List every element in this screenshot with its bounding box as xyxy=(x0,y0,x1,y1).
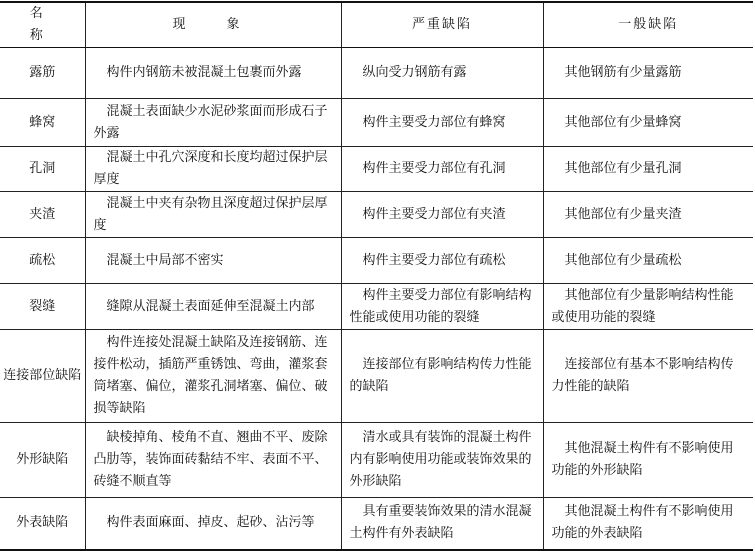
header-general: 一般缺陷 xyxy=(543,2,753,48)
row-phenomenon: 构件表面麻面、掉皮、起砂、沾污等 xyxy=(85,498,341,550)
table-row xyxy=(0,192,753,238)
table-row xyxy=(0,147,753,192)
row-general: 连接部位有基本不影响结构传力性能的缺陷 xyxy=(543,330,753,423)
row-serious: 构件主要受力部位有影响结构性能或使用功能的裂缝 xyxy=(341,284,543,330)
table-row xyxy=(0,423,753,498)
header-name: 名 称 xyxy=(0,2,85,48)
table-row xyxy=(0,330,753,423)
header-serious: 严重缺陷 xyxy=(341,2,543,48)
row-serious: 具有重要装饰效果的清水混凝土构件有外表缺陷 xyxy=(341,498,543,550)
defect-table xyxy=(0,1,753,551)
table-row xyxy=(0,238,753,284)
row-name: 露筋 xyxy=(0,48,85,99)
row-phenomenon: 缺棱掉角、棱角不直、翘曲不平、废除凸肋等，装饰面砖黏结不牢、表面不平、砖缝不顺直等 xyxy=(85,423,341,498)
row-name: 夹渣 xyxy=(0,192,85,238)
row-phenomenon: 混凝土表面缺少水泥砂浆面而形成石子外露 xyxy=(85,99,341,147)
row-name: 孔洞 xyxy=(0,147,85,192)
row-name: 外形缺陷 xyxy=(0,423,85,498)
table-row xyxy=(0,498,753,550)
row-general: 其他部位有少量疏松 xyxy=(543,238,753,284)
row-name: 蜂窝 xyxy=(0,99,85,147)
row-phenomenon: 混凝土中夹有杂物且深度超过保护层厚度 xyxy=(85,192,341,238)
row-phenomenon: 混凝土中局部不密实 xyxy=(85,238,341,284)
row-general: 其他钢筋有少量露筋 xyxy=(543,48,753,99)
row-general: 其他混凝土构件有不影响使用功能的外表缺陷 xyxy=(543,498,753,550)
row-serious: 连接部位有影响结构传力性能的缺陷 xyxy=(341,330,543,423)
row-general: 其他部位有少量孔洞 xyxy=(543,147,753,192)
row-general: 其他部位有少量蜂窝 xyxy=(543,99,753,147)
row-general: 其他部位有少量影响结构性能或使用功能的裂缝 xyxy=(543,284,753,330)
row-serious: 构件主要受力部位有疏松 xyxy=(341,238,543,284)
row-name: 疏松 xyxy=(0,238,85,284)
table-row xyxy=(0,99,753,147)
row-general: 其他部位有少量夹渣 xyxy=(543,192,753,238)
header-phenomenon: 现 象 xyxy=(85,2,341,48)
row-phenomenon: 构件内钢筋未被混凝土包裹而外露 xyxy=(85,48,341,99)
row-name: 裂缝 xyxy=(0,284,85,330)
row-serious: 构件主要受力部位有夹渣 xyxy=(341,192,543,238)
header-row xyxy=(0,2,753,48)
row-phenomenon: 缝隙从混凝土表面延伸至混凝土内部 xyxy=(85,284,341,330)
row-phenomenon: 混凝土中孔穴深度和长度均超过保护层厚度 xyxy=(85,147,341,192)
row-name: 连接部位缺陷 xyxy=(0,330,85,423)
row-serious: 构件主要受力部位有孔洞 xyxy=(341,147,543,192)
table-row xyxy=(0,284,753,330)
row-general: 其他混凝土构件有不影响使用功能的外形缺陷 xyxy=(543,423,753,498)
row-serious: 纵向受力钢筋有露 xyxy=(341,48,543,99)
row-name: 外表缺陷 xyxy=(0,498,85,550)
row-serious: 构件主要受力部位有蜂窝 xyxy=(341,99,543,147)
table-row xyxy=(0,48,753,99)
row-serious: 清水或具有装饰的混凝土构件内有影响使用功能或装饰效果的外形缺陷 xyxy=(341,423,543,498)
row-phenomenon: 构件连接处混凝土缺陷及连接钢筋、连接件松动，插筋严重锈蚀、弯曲，灌浆套筒堵塞、偏位，灌浆孔洞堵塞、偏位、破损等缺陷 xyxy=(85,330,341,423)
